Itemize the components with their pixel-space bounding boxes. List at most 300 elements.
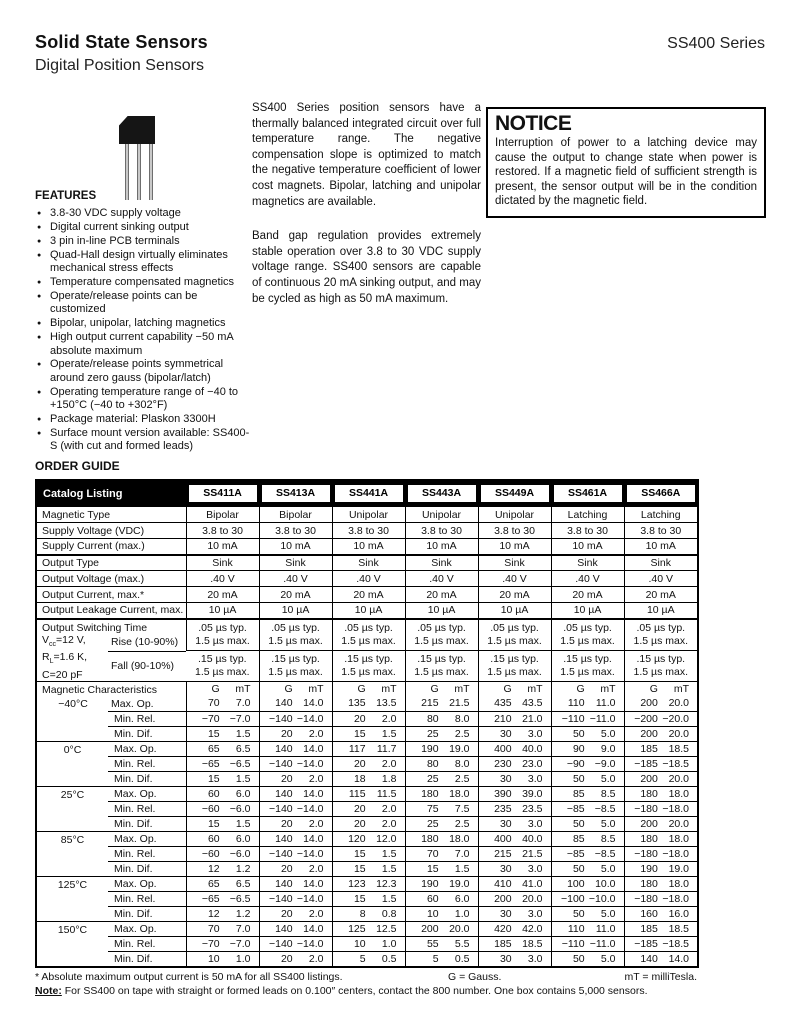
millitesla-value: 11.7 [376,743,397,756]
gauss-value: −65 [201,893,220,906]
magnetic-value-cell [405,682,478,712]
typ-value: .15 µs typ. [563,653,612,666]
millitesla-value: 1.5 [235,818,251,831]
magnetic-value-cell [478,937,551,952]
typ-value: .15 µs typ. [271,653,320,666]
gauss-value: −140 [268,803,293,816]
millitesla-value: −6.5 [229,758,251,771]
spec-value: 10 mA [259,539,332,555]
spec-value: Unipolar [478,507,551,523]
gauss-value: −140 [268,713,293,726]
gauss-value: 400 [494,833,512,846]
table-row [36,742,698,757]
magnetic-values [333,817,405,831]
magnetic-values [406,696,478,710]
spec-value: .40 V [551,571,624,587]
table-row [36,757,698,772]
footnote-note [35,985,735,997]
magnetic-values [260,832,332,846]
magnetic-values [187,907,259,921]
millitesla-value: 18.5 [668,923,689,936]
magnetic-value-cell [624,862,698,877]
switching-condition: C=20 pF [42,668,83,681]
gauss-value: 200 [640,818,658,831]
spec-value: Bipolar [259,507,332,523]
gauss-value: 185 [640,923,658,936]
spec-value: 10 µA [259,603,332,619]
magnetic-values [406,772,478,786]
millitesla-value: −6.0 [229,848,251,861]
gauss-value: 30 [499,863,512,876]
magnetic-values [406,757,478,771]
gauss-value: 110 [567,923,585,936]
magnetic-values [406,802,478,816]
magnetic-value-cell [405,742,478,757]
magnetic-value-cell [551,892,624,907]
gauss-value: 15 [353,728,366,741]
magnetic-value-cell [405,907,478,922]
magnetic-value-cell [405,877,478,892]
magnetic-value-cell [624,727,698,742]
temperature-label: −40°C [58,697,88,710]
magnetic-value-cell [551,757,624,772]
series-label: SS400 Series [667,35,765,52]
magnetic-value-cell [332,832,405,847]
magnetic-value-cell [478,757,551,772]
gauss-value: 215 [494,848,512,861]
millitesla-value: 6.0 [235,788,251,801]
spec-value: 10 mA [551,539,624,555]
magnetic-value-cell [259,862,332,877]
feature-item [35,249,253,276]
magnetic-values [187,802,259,816]
table-row [36,847,698,862]
millitesla-value: 1.5 [381,848,397,861]
mag-row-label: Min. Rel. [108,847,186,862]
magnetic-values [333,787,405,801]
magnetic-value-cell [332,877,405,892]
max-value: 1.5 µs max. [195,666,250,679]
gauss-value: 15 [426,863,439,876]
max-value: 1.5 µs max. [560,666,615,679]
millitesla-value: 3.0 [527,728,543,741]
magnetic-values [625,922,698,936]
millitesla-value: 14.0 [303,697,324,710]
magnetic-value-cell [478,832,551,847]
gauss-value: −140 [268,848,293,861]
millitesla-value: 5.0 [600,908,616,921]
temperature-label [36,772,108,787]
switching-value [478,619,551,651]
gauss-value: 117 [348,743,366,756]
millitesla-value: 18.5 [522,938,543,951]
magnetic-values [333,952,405,966]
spec-value: 10 mA [405,539,478,555]
mag-row-label: Max. Op. [108,877,186,892]
catalog-listing-header: Catalog Listing [36,480,186,507]
gauss-value: 200 [421,923,439,936]
gauss-value: 15 [207,773,220,786]
gauss-value: 60 [207,833,220,846]
magnetic-value-cell [332,802,405,817]
magnetic-values [406,937,478,951]
mag-row-label: Min. Rel. [108,937,186,952]
millitesla-value: 3.0 [527,773,543,786]
magnetic-value-cell [624,712,698,727]
magnetic-value-cell [551,742,624,757]
units-header [187,682,259,696]
magnetic-value-cell [624,922,698,937]
magnetic-value-cell [624,952,698,968]
max-value: 1.5 µs max. [560,634,615,647]
mag-row-label: Min. Dif. [108,817,186,832]
millitesla-value: 18.5 [668,743,689,756]
millitesla-value: 2.0 [308,818,324,831]
millitesla-value: 1.5 [235,728,251,741]
magnetic-value-cell [478,847,551,862]
gauss-value: 50 [572,773,585,786]
magnetic-value-cell [186,727,259,742]
switching-title: Output Switching Time [42,621,148,634]
magnetic-values [187,922,259,936]
spec-value: 3.8 to 30 [624,523,698,539]
gauss-value: 85 [572,833,585,846]
millitesla-value: 21.0 [522,713,543,726]
magnetic-value-cell [478,892,551,907]
feature-item [35,207,253,220]
spec-value: Unipolar [405,507,478,523]
millitesla-unit: mT [381,683,397,696]
magnetic-values [187,862,259,876]
millitesla-value: −14.0 [296,713,324,726]
table-header-row [36,480,698,507]
magnetic-values [406,727,478,741]
spec-value: 10 mA [332,539,405,555]
switching-value [186,650,259,682]
magnetic-values [479,696,551,710]
millitesla-value: 14.0 [303,788,324,801]
gauss-value: 25 [426,818,439,831]
gauss-value: 200 [640,697,658,710]
millitesla-value: 23.0 [522,758,543,771]
gauss-value: −90 [566,758,585,771]
millitesla-value: 1.0 [235,953,251,966]
switching-conditions [42,634,108,682]
table-row [36,555,698,571]
millitesla-unit: mT [527,683,543,696]
gauss-value: 20 [280,953,293,966]
spec-value: 20 mA [624,587,698,603]
magnetic-values [479,802,551,816]
magnetic-values [479,817,551,831]
millitesla-value: 2.5 [454,773,470,786]
magnetic-value-cell [259,682,332,712]
magnetic-values [333,922,405,936]
gauss-value: 70 [426,848,439,861]
magnetic-values [552,877,624,891]
features-list [35,207,253,454]
gauss-value: −110 [561,713,585,726]
gauss-value: 12 [207,863,220,876]
gauss-value: 135 [348,697,366,710]
magnetic-values [625,696,698,710]
gauss-value: 200 [640,728,658,741]
millitesla-value: 8.5 [600,788,616,801]
magnetic-value-cell [405,832,478,847]
spec-row-label: Output Current, max.* [36,587,186,603]
magnetic-value-cell [478,772,551,787]
gauss-value: 25 [426,773,439,786]
magnetic-value-cell [332,892,405,907]
feature-item [35,331,253,358]
model-header [186,480,259,507]
gauss-unit: G [649,683,658,696]
millitesla-value: −8.5 [594,803,616,816]
gauss-value: 70 [207,697,220,710]
typ-value: .05 µs typ. [198,621,247,634]
magnetic-value-cell [259,937,332,952]
millitesla-value: 5.0 [600,728,616,741]
bullet-icon: ● [37,416,42,424]
switching-value [405,619,478,651]
gauss-value: 160 [640,908,658,921]
table-row [36,862,698,877]
millitesla-value: 1.5 [381,863,397,876]
magnetic-values [187,757,259,771]
temperature-label: 150°C [36,922,108,937]
gauss-value: 180 [640,788,658,801]
magnetic-values [187,712,259,726]
gauss-value: 140 [640,953,658,966]
magnetic-values [333,847,405,861]
bullet-icon: ● [37,430,42,437]
magnetic-value-cell [551,952,624,968]
millitesla-unit: mT [600,683,616,696]
spec-value: 3.8 to 30 [259,523,332,539]
magnetic-characteristics-label [36,682,186,712]
magnetic-value-cell [186,952,259,968]
units-header [479,682,551,696]
gauss-value: 65 [207,743,220,756]
gauss-value: 50 [572,953,585,966]
gauss-value: 20 [353,803,366,816]
magnetic-values [260,727,332,741]
gauss-value: 18 [353,773,366,786]
millitesla-value: 19.0 [668,863,689,876]
magnetic-value-cell [551,772,624,787]
gauss-value: 180 [421,833,439,846]
millitesla-value: 40.0 [522,743,543,756]
table-row [36,832,698,847]
gauss-value: 30 [499,728,512,741]
magnetic-values [333,772,405,786]
temperature-label [36,712,108,727]
gauss-value: −140 [268,758,293,771]
millitesla-value: 8.5 [600,833,616,846]
magnetic-values [479,877,551,891]
table-row [36,937,698,952]
millitesla-value: 20.0 [522,893,543,906]
model-name: SS466A [627,485,696,502]
spec-value: Latching [624,507,698,523]
table-row [36,539,698,555]
spec-value: Sink [624,555,698,571]
spec-value: Unipolar [332,507,405,523]
max-value: 1.5 µs max. [268,634,323,647]
magnetic-value-cell [405,847,478,862]
magnetic-values [406,907,478,921]
switching-value [259,619,332,651]
magnetic-values [552,937,624,951]
magnetic-values [625,832,698,846]
gauss-value: −110 [561,938,585,951]
magnetic-value-cell [332,952,405,968]
magnetic-value-cell [405,757,478,772]
temperature-label: 0°C [36,742,108,757]
magnetic-values [552,727,624,741]
footnote-asterisk: * Absolute maximum output current is 50 mA for all SS400 listings. [35,971,343,984]
gauss-value: 30 [499,908,512,921]
gauss-value: 20 [280,863,293,876]
millitesla-value: 6.5 [235,878,251,891]
magnetic-value-cell [624,832,698,847]
max-value: 1.5 µs max. [268,666,323,679]
model-name: SS413A [262,485,330,502]
magnetic-value-cell [551,712,624,727]
magnetic-value-cell [259,892,332,907]
magnetic-values [625,847,698,861]
temperature-label [36,937,108,952]
description-paragraph-2: Band gap regulation provides extremely stable operation over 3.8 to 30 VDC supply voltage range. SS400 sensors are capable of continuous 20 mA sinking output, and may be cycled as high as 50 mA maximum. [252,230,481,305]
magnetic-values [406,742,478,756]
millitesla-value: 19.0 [449,878,470,891]
magnetic-values [625,907,698,921]
magnetic-values [406,952,478,966]
feature-text: 3 pin in-line PCB terminals [50,234,180,247]
gauss-value: 30 [499,773,512,786]
magnetic-value-cell [405,922,478,937]
feature-item [35,290,253,317]
features-heading: FEATURES [35,190,97,202]
magnetic-values [479,712,551,726]
millitesla-value: 5.5 [454,938,470,951]
switching-condition: $V_{cc}=12$ V, [42,633,86,648]
mag-row-label: Min. Rel. [108,892,186,907]
table-row [36,523,698,539]
spec-value: 3.8 to 30 [551,523,624,539]
gauss-value: 180 [640,878,658,891]
spec-value: .40 V [332,571,405,587]
magnetic-values [552,787,624,801]
table-row [36,787,698,802]
magnetic-value-cell [332,772,405,787]
gauss-value: 180 [640,833,658,846]
note-text: For SS400 on tape with straight or formed leads on 0.100″ centers, contact the 800 number. One box contains 5,000 sensors. [61,985,648,998]
gauss-value: 65 [207,878,220,891]
gauss-unit: G [357,683,366,696]
spec-value: 10 µA [551,603,624,619]
millitesla-value: −18.5 [662,758,689,771]
gauss-value: 140 [275,788,293,801]
mag-row-label: Max. Op. [108,742,186,757]
gauss-value: 75 [426,803,439,816]
gauss-value: −70 [201,938,220,951]
millitesla-value: −9.0 [594,758,616,771]
millitesla-value: 3.0 [527,818,543,831]
magnetic-value-cell [259,787,332,802]
magnetic-value-cell [551,727,624,742]
magnetic-values [552,696,624,710]
gauss-unit: G [503,683,512,696]
millitesla-value: 1.5 [235,773,251,786]
magnetic-values [187,937,259,951]
magnetic-value-cell [478,907,551,922]
millitesla-value: 2.0 [308,953,324,966]
magnetic-value-cell [259,817,332,832]
gauss-value: 210 [494,713,512,726]
switching-value [332,650,405,682]
magnetic-value-cell [624,847,698,862]
millitesla-value: 1.0 [454,908,470,921]
gauss-value: 60 [207,788,220,801]
magnetic-value-cell [259,757,332,772]
magnetic-values [260,802,332,816]
magnetic-values [625,877,698,891]
magnetic-value-cell [624,742,698,757]
magnetic-value-cell [551,832,624,847]
magnetic-values [552,862,624,876]
footnote-line [35,971,697,984]
magnetic-values [260,907,332,921]
magnetic-value-cell [478,787,551,802]
table-row [36,802,698,817]
feature-item [35,317,253,330]
magnetic-value-cell [624,907,698,922]
gauss-value: 180 [421,788,439,801]
bullet-icon: ● [37,292,42,300]
spec-value: 20 mA [551,587,624,603]
mag-row-label: Min. Dif. [108,772,186,787]
spec-value: 20 mA [259,587,332,603]
table-row [36,712,698,727]
gauss-value: 50 [572,728,585,741]
spec-value: 10 µA [624,603,698,619]
magnetic-values [552,802,624,816]
rise-label: Rise (10-90%) [111,636,179,648]
gauss-value: 215 [421,697,439,710]
magnetic-values [625,712,698,726]
max-value: 1.5 µs max. [633,666,688,679]
millitesla-value: 41.0 [522,878,543,891]
gauss-value: −140 [268,893,293,906]
page-header [35,32,765,75]
feature-text: High output current capability −50 mA absolute maximum [50,331,234,357]
spec-row-label: Supply Current (max.) [36,539,186,555]
gauss-value: 140 [275,697,293,710]
gauss-value: 390 [494,788,512,801]
millitesla-value: 5.0 [600,953,616,966]
millitesla-value: −18.0 [662,803,689,816]
millitesla-value: −18.0 [662,848,689,861]
notice-body: Interruption of power to a latching device may cause the output to change state when power is restored. If a magnetic field of sufficient strength is present, the sensor output will be in the condition dictated by the magnetic field. [495,137,757,207]
millitesla-value: 14.0 [303,923,324,936]
gauss-value: 10 [426,908,439,921]
magnetic-values [552,847,624,861]
feature-text: Surface mount version available: SS400-S (with cut and formed leads) [50,427,250,453]
magnetic-value-cell [624,772,698,787]
magnetic-value-cell [259,847,332,862]
millitesla-value: 12.5 [376,923,397,936]
